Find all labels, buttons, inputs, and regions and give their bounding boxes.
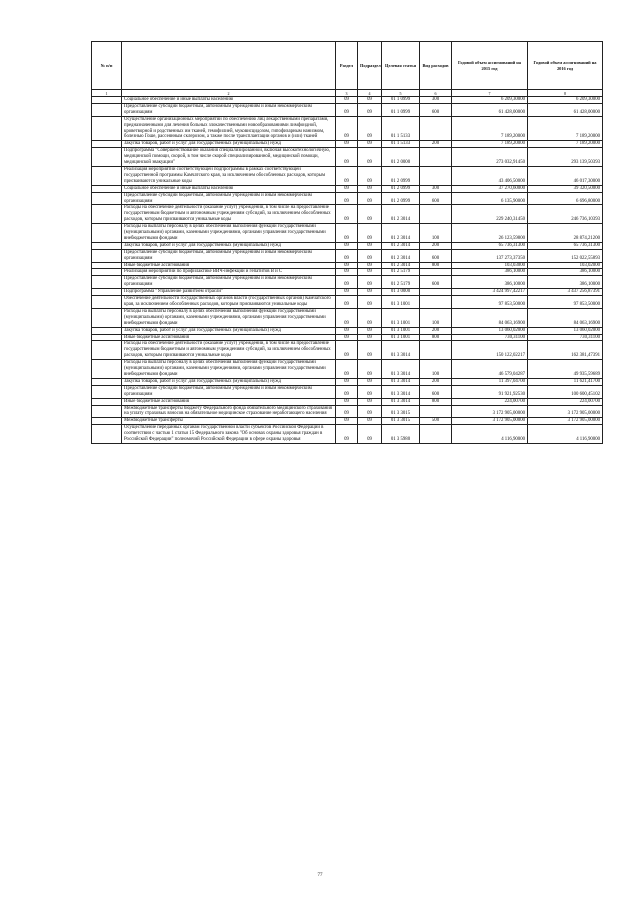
row-name-cell: Межбюджетные трансферты бюджету Федерального фонда обязательного медицинского страхования на уплату страховых взносов на обязательное медицинское страхование неработающего населения — [122, 405, 336, 418]
header-vid: Вид расходов — [420, 42, 452, 90]
row-2016-cell: 224,00700 — [528, 398, 603, 405]
table-row — [92, 398, 603, 405]
table-row — [92, 405, 603, 418]
table-row — [92, 269, 603, 276]
row-num-cell — [92, 249, 122, 262]
budget-table-sheet — [91, 41, 602, 444]
row-podrazdel-cell: 09 — [358, 116, 382, 141]
row-vid-cell: 300 — [420, 97, 452, 104]
row-2016-cell: 293 139,50393 — [528, 148, 603, 167]
row-num-cell — [92, 327, 122, 334]
row-razdel-cell: 09 — [336, 418, 358, 425]
header-razdel: Раздел — [336, 42, 358, 90]
row-name-cell: Иные бюджетные ассигнования — [122, 398, 336, 405]
row-razdel-cell: 09 — [336, 425, 358, 444]
row-name-cell: Предоставление субсидий бюджетным, автономным учреждениям и иным некоммерческим организациям — [122, 249, 336, 262]
row-target-cell: 01 2 0999 — [382, 192, 420, 205]
row-podrazdel-cell: 09 — [358, 242, 382, 249]
table-row — [92, 192, 603, 205]
row-target-cell: 01 2 3014 — [382, 262, 420, 269]
row-vid-cell: 600 — [420, 276, 452, 289]
row-razdel-cell: 09 — [336, 249, 358, 262]
row-target-cell: 01 2 0999 — [382, 166, 420, 185]
row-vid-cell: 100 — [420, 308, 452, 327]
row-name-cell: Социальное обеспечение и иные выплаты населению — [122, 97, 336, 104]
column-number: 8 — [528, 90, 603, 97]
row-podrazdel-cell: 09 — [358, 405, 382, 418]
row-podrazdel-cell: 09 — [358, 308, 382, 327]
row-vid-cell — [420, 166, 452, 185]
row-num-cell — [92, 360, 122, 379]
row-vid-cell: 600 — [420, 103, 452, 116]
row-razdel-cell: 09 — [336, 103, 358, 116]
row-vid-cell — [420, 116, 452, 141]
row-podrazdel-cell: 09 — [358, 103, 382, 116]
row-vid-cell — [420, 405, 452, 418]
row-target-cell: 01 3 5980 — [382, 425, 420, 444]
header-row — [92, 42, 603, 90]
row-podrazdel-cell: 09 — [358, 398, 382, 405]
row-2015-cell: 97 853,50000 — [452, 296, 528, 309]
row-num-cell — [92, 141, 122, 148]
row-razdel-cell: 09 — [336, 334, 358, 341]
row-num-cell — [92, 334, 122, 341]
row-target-cell: 01 3 3014 — [382, 398, 420, 405]
row-2015-cell: 3 172 905,00000 — [452, 418, 528, 425]
row-name-cell: Предоставление субсидий бюджетным, автономным учреждениям и иным некоммерческим организациям — [122, 276, 336, 289]
row-name-cell: Осуществление переданных органам государственной власти субъектов Российской Федерации в соответствии с частью 1 статьи 15 Федерального закона "Об основах охраны здоровья граждан в Российской Федерации" полномочий Российской Федерации в сфере охраны здоровья — [122, 425, 336, 444]
header-2016: Годовой объем ассигнований на 2016 год — [528, 42, 603, 90]
row-2015-cell: 150 122,02217 — [452, 341, 528, 360]
row-2015-cell: 26 123,59800 — [452, 224, 528, 243]
row-2016-cell: 61 428,00000 — [528, 103, 603, 116]
table-row — [92, 425, 603, 444]
row-name-cell: Закупка товаров, работ и услуг для государственных (муниципальных) нужд — [122, 242, 336, 249]
row-razdel-cell: 09 — [336, 269, 358, 276]
table-row — [92, 308, 603, 327]
row-2016-cell: 386,10000 — [528, 269, 603, 276]
row-name-cell: Закупка товаров, работ и услуг для государственных (муниципальных) нужд — [122, 141, 336, 148]
row-target-cell: 01 1 0999 — [382, 97, 420, 104]
table-row — [92, 141, 603, 148]
row-target-cell: 01 1 5133 — [382, 116, 420, 141]
row-razdel-cell: 09 — [336, 242, 358, 249]
row-name-cell: Расходы на выплаты персоналу в целях обеспечения выполнения функций государственными (муниципальными) органами, казенными учреждениями, органами управления государственными внебюджетными фондами — [122, 360, 336, 379]
row-2015-cell: 7 189,20000 — [452, 116, 528, 141]
row-name-cell: Социальное обеспечение и иные выплаты населению — [122, 185, 336, 192]
row-2016-cell: 3 172 905,00000 — [528, 418, 603, 425]
row-vid-cell — [420, 341, 452, 360]
row-2016-cell: 13 060,02000 — [528, 327, 603, 334]
row-2016-cell: 100 600,45102 — [528, 385, 603, 398]
table-row — [92, 116, 603, 141]
row-podrazdel-cell: 09 — [358, 334, 382, 341]
row-podrazdel-cell: 09 — [358, 205, 382, 224]
row-name-cell: Предоставление субсидий бюджетным, автономным учреждениям и иным некоммерческим организациям — [122, 103, 336, 116]
row-2016-cell: 65 736,31300 — [528, 242, 603, 249]
row-vid-cell — [420, 148, 452, 167]
row-target-cell: 01 3 3015 — [382, 418, 420, 425]
row-podrazdel-cell: 09 — [358, 166, 382, 185]
row-razdel-cell: 09 — [336, 360, 358, 379]
row-2015-cell: 3 424 997,42217 — [452, 289, 528, 296]
row-name-cell: Расходы на обеспечение деятельности (оказание услуг) учреждений, в том числе на предоставление государственным бюджетным и автономным учреждениям субсидий, за исключением обособленных расходов, которым присваиваются уникальные коды — [122, 205, 336, 224]
row-vid-cell: 500 — [420, 418, 452, 425]
row-razdel-cell: 09 — [336, 405, 358, 418]
row-2015-cell: 65 736,31300 — [452, 242, 528, 249]
row-name-cell: Подпрограмма "Управление развитием отрасли" — [122, 289, 336, 296]
row-vid-cell: 200 — [420, 327, 452, 334]
row-razdel-cell: 09 — [336, 289, 358, 296]
row-2015-cell: 386,10000 — [452, 269, 528, 276]
row-target-cell: 01 3 1001 — [382, 327, 420, 334]
table-row — [92, 418, 603, 425]
row-target-cell: 01 3 1001 — [382, 334, 420, 341]
row-num-cell — [92, 276, 122, 289]
row-2016-cell: 49 935,59689 — [528, 360, 603, 379]
table-row — [92, 224, 603, 243]
row-razdel-cell: 09 — [336, 166, 358, 185]
row-2016-cell: 7 189,20000 — [528, 116, 603, 141]
row-razdel-cell: 09 — [336, 341, 358, 360]
table-row — [92, 242, 603, 249]
column-number: 1 — [92, 90, 122, 97]
row-target-cell: 01 2 3014 — [382, 242, 420, 249]
row-num-cell — [92, 224, 122, 243]
row-podrazdel-cell: 09 — [358, 289, 382, 296]
row-razdel-cell: 09 — [336, 205, 358, 224]
table-row — [92, 185, 603, 192]
row-name-cell: Иные бюджетные ассигнования — [122, 262, 336, 269]
row-num-cell — [92, 398, 122, 405]
row-vid-cell: 600 — [420, 192, 452, 205]
row-num-cell — [92, 425, 122, 444]
row-target-cell: 01 3 3014 — [382, 378, 420, 385]
row-name-cell: Закупка товаров, работ и услуг для государственных (муниципальных) нужд — [122, 378, 336, 385]
header-num: № п/п — [92, 42, 122, 90]
row-2015-cell: 61 428,00000 — [452, 103, 528, 116]
row-2015-cell: 43 406,50000 — [452, 166, 528, 185]
row-target-cell: 01 3 3014 — [382, 385, 420, 398]
row-name-cell: Закупка товаров, работ и услуг для государственных (муниципальных) нужд — [122, 327, 336, 334]
row-podrazdel-cell: 09 — [358, 296, 382, 309]
row-target-cell: 01 2 0000 — [382, 148, 420, 167]
row-razdel-cell: 09 — [336, 262, 358, 269]
row-razdel-cell: 09 — [336, 308, 358, 327]
row-2016-cell: 162 381,47391 — [528, 341, 603, 360]
row-num-cell — [92, 418, 122, 425]
table-row — [92, 205, 603, 224]
row-podrazdel-cell: 09 — [358, 360, 382, 379]
row-podrazdel-cell: 09 — [358, 262, 382, 269]
row-vid-cell — [420, 269, 452, 276]
row-name-cell: Предоставление субсидий бюджетным, автономным учреждениям и иным некоммерческим организациям — [122, 192, 336, 205]
table-row — [92, 148, 603, 167]
header-name — [122, 42, 336, 90]
row-target-cell: 01 2 3014 — [382, 249, 420, 262]
row-2015-cell: 103,03000 — [452, 262, 528, 269]
row-num-cell — [92, 192, 122, 205]
row-target-cell: 01 2 3014 — [382, 205, 420, 224]
row-2015-cell: 273 032,91450 — [452, 148, 528, 167]
row-podrazdel-cell: 09 — [358, 224, 382, 243]
row-razdel-cell: 09 — [336, 398, 358, 405]
row-name-cell: Расходы на выплаты персоналу в целях обеспечения выполнения функций государственными (муниципальными) органами, казенными учреждениями, органами управления государственными внебюджетными фондами — [122, 308, 336, 327]
row-podrazdel-cell: 09 — [358, 341, 382, 360]
row-vid-cell: 200 — [420, 378, 452, 385]
column-number: 3 — [336, 90, 358, 97]
row-2015-cell: 730,31100 — [452, 334, 528, 341]
column-number-row — [92, 90, 603, 97]
row-num-cell — [92, 103, 122, 116]
row-num-cell — [92, 269, 122, 276]
row-vid-cell: 600 — [420, 249, 452, 262]
row-num-cell — [92, 385, 122, 398]
row-2015-cell: 224,00700 — [452, 398, 528, 405]
row-target-cell: 01 2 5179 — [382, 276, 420, 289]
table-row — [92, 276, 603, 289]
row-2015-cell: 6 209,30000 — [452, 97, 528, 104]
row-vid-cell: 600 — [420, 385, 452, 398]
row-2015-cell: 137 273,37350 — [452, 249, 528, 262]
row-2016-cell: 4 116,90000 — [528, 425, 603, 444]
row-podrazdel-cell: 09 — [358, 192, 382, 205]
row-vid-cell: 100 — [420, 224, 452, 243]
row-podrazdel-cell: 09 — [358, 276, 382, 289]
row-2016-cell: 103,02000 — [528, 262, 603, 269]
row-num-cell — [92, 185, 122, 192]
row-target-cell: 01 3 3014 — [382, 341, 420, 360]
row-razdel-cell: 09 — [336, 148, 358, 167]
row-2015-cell: 46 579,04287 — [452, 360, 528, 379]
row-razdel-cell: 09 — [336, 192, 358, 205]
budget-table — [91, 41, 603, 444]
row-num-cell — [92, 308, 122, 327]
row-podrazdel-cell: 09 — [358, 378, 382, 385]
column-number: 6 — [420, 90, 452, 97]
row-target-cell: 01 3 3015 — [382, 405, 420, 418]
row-num-cell — [92, 97, 122, 104]
row-vid-cell: 800 — [420, 334, 452, 341]
table-row — [92, 378, 603, 385]
row-target-cell: 01 3 1001 — [382, 308, 420, 327]
table-row — [92, 385, 603, 398]
row-2016-cell: 97 853,50000 — [528, 296, 603, 309]
row-razdel-cell: 09 — [336, 327, 358, 334]
column-number: 2 — [122, 90, 336, 97]
row-2016-cell: 7 189,20000 — [528, 141, 603, 148]
row-podrazdel-cell: 09 — [358, 385, 382, 398]
row-podrazdel-cell: 09 — [358, 418, 382, 425]
row-name-cell: Предоставление субсидий бюджетным, автономным учреждениям и иным некоммерческим организациям — [122, 385, 336, 398]
row-num-cell — [92, 242, 122, 249]
row-2016-cell: 3 172 905,00000 — [528, 405, 603, 418]
row-2016-cell: 39 320,50000 — [528, 185, 603, 192]
row-2016-cell: 6 209,30000 — [528, 97, 603, 104]
column-number: 4 — [358, 90, 382, 97]
row-target-cell: 01 3 0000 — [382, 289, 420, 296]
table-row — [92, 166, 603, 185]
row-name-cell: Осуществление организационных мероприятий по обеспечению лиц лекарственными препаратами, предназначенными для лечения больных злокачественными новообразованиями лимфоидной, кроветворной и родственных им тканей, гемофилией, муковисцидозом, гипофизарным нанизмом, болезнью Гоше, рассеянным склерозом, а также после трансплантации органов и (или) тканей — [122, 116, 336, 141]
row-vid-cell — [420, 289, 452, 296]
row-2016-cell: 152 022,55893 — [528, 249, 603, 262]
row-podrazdel-cell: 09 — [358, 185, 382, 192]
column-number: 7 — [452, 90, 528, 97]
row-num-cell — [92, 262, 122, 269]
row-vid-cell — [420, 425, 452, 444]
table-row — [92, 103, 603, 116]
header-podrazdel: Подраздел — [358, 42, 382, 90]
row-2015-cell: 6 135,90000 — [452, 192, 528, 205]
row-num-cell — [92, 341, 122, 360]
row-name-cell: Реализация мероприятий соответствующей подпрограммы в рамках соответствующей государственной программы Камчатского края, за исключением обособленных расходов, которым присваиваются уникальные коды — [122, 166, 336, 185]
table-row — [92, 360, 603, 379]
row-name-cell: Расходы на обеспечение деятельности (оказание услуг) учреждений, в том числе на предоставление государственным бюджетным и автономным учреждениям субсидий, за исключением обособленных расходов, которым присваиваются уникальные коды — [122, 341, 336, 360]
row-razdel-cell: 09 — [336, 276, 358, 289]
row-name-cell: Межбюджетные трансферты — [122, 418, 336, 425]
row-2016-cell: 84 063,16900 — [528, 308, 603, 327]
row-vid-cell: 200 — [420, 141, 452, 148]
row-name-cell: Реализация мероприятий по профилактике ВИЧ-инфекции и гепатитов В и С — [122, 269, 336, 276]
header-2015: Годовой объем ассигнований на 2015 год — [452, 42, 528, 90]
table-row — [92, 249, 603, 262]
row-num-cell — [92, 148, 122, 167]
row-razdel-cell: 09 — [336, 185, 358, 192]
row-2015-cell: 7 189,20000 — [452, 141, 528, 148]
row-target-cell: 01 3 3014 — [382, 360, 420, 379]
row-2015-cell: 37 270,60000 — [452, 185, 528, 192]
row-podrazdel-cell: 09 — [358, 141, 382, 148]
row-podrazdel-cell: 09 — [358, 327, 382, 334]
row-num-cell — [92, 378, 122, 385]
table-row — [92, 97, 603, 104]
table-row — [92, 341, 603, 360]
row-vid-cell: 200 — [420, 242, 452, 249]
table-row — [92, 289, 603, 296]
row-target-cell: 01 2 5179 — [382, 269, 420, 276]
row-razdel-cell: 09 — [336, 116, 358, 141]
row-num-cell — [92, 289, 122, 296]
row-vid-cell: 800 — [420, 262, 452, 269]
row-name-cell: Расходы на выплаты персоналу в целях обеспечения выполнения функций государственными (муниципальными) органами, казенными учреждениями, органами управления государственными внебюджетными фондами — [122, 224, 336, 243]
row-2016-cell: 6 696,80000 — [528, 192, 603, 205]
row-2016-cell: 246 736,10393 — [528, 205, 603, 224]
row-razdel-cell: 09 — [336, 296, 358, 309]
row-razdel-cell: 09 — [336, 385, 358, 398]
row-2016-cell: 730,31100 — [528, 334, 603, 341]
row-num-cell — [92, 166, 122, 185]
row-2015-cell: 4 116,90000 — [452, 425, 528, 444]
row-num-cell — [92, 116, 122, 141]
row-2015-cell: 229 240,31450 — [452, 205, 528, 224]
row-num-cell — [92, 205, 122, 224]
row-2016-cell: 46 017,30000 — [528, 166, 603, 185]
row-podrazdel-cell: 09 — [358, 269, 382, 276]
row-2015-cell: 84 063,16900 — [452, 308, 528, 327]
row-num-cell — [92, 405, 122, 418]
row-vid-cell — [420, 296, 452, 309]
row-2016-cell: 28 874,21200 — [528, 224, 603, 243]
row-target-cell: 01 2 0999 — [382, 185, 420, 192]
row-razdel-cell: 09 — [336, 141, 358, 148]
row-vid-cell: 100 — [420, 360, 452, 379]
row-razdel-cell: 09 — [336, 224, 358, 243]
row-podrazdel-cell: 09 — [358, 425, 382, 444]
row-podrazdel-cell: 09 — [358, 249, 382, 262]
page-number: 77 — [317, 873, 323, 878]
row-target-cell: 01 3 1001 — [382, 296, 420, 309]
row-razdel-cell: 09 — [336, 378, 358, 385]
row-2015-cell: 91 921,92530 — [452, 385, 528, 398]
table-row — [92, 334, 603, 341]
row-2015-cell: 13 060,02000 — [452, 327, 528, 334]
row-target-cell: 01 2 3014 — [382, 224, 420, 243]
row-vid-cell — [420, 205, 452, 224]
row-target-cell: 01 1 0999 — [382, 103, 420, 116]
row-2016-cell: 3 437 256,87391 — [528, 289, 603, 296]
row-vid-cell: 800 — [420, 398, 452, 405]
row-2015-cell: 11 397,04700 — [452, 378, 528, 385]
table-row — [92, 327, 603, 334]
row-razdel-cell: 09 — [336, 97, 358, 104]
header-target: Целевая статья — [382, 42, 420, 90]
row-target-cell: 01 1 5133 — [382, 141, 420, 148]
row-2016-cell: 11 621,41700 — [528, 378, 603, 385]
row-num-cell — [92, 296, 122, 309]
row-podrazdel-cell: 09 — [358, 148, 382, 167]
row-2015-cell: 3 172 905,00000 — [452, 405, 528, 418]
row-podrazdel-cell: 09 — [358, 97, 382, 104]
table-row — [92, 262, 603, 269]
row-name-cell: Обеспечение деятельности государственных органов власти (государственных органов) Камчатского края, за исключением обособленных расходов, которым присваиваются уникальные коды — [122, 296, 336, 309]
row-name-cell: Иные бюджетные ассигнования — [122, 334, 336, 341]
table-row — [92, 296, 603, 309]
row-2015-cell: 386,10000 — [452, 276, 528, 289]
row-2016-cell: 386,10000 — [528, 276, 603, 289]
column-number: 5 — [382, 90, 420, 97]
row-name-cell: Подпрограмма "Совершенствование оказания специализированной, включая высокотехнологичную, медицинской помощи, скорой, в том числе скорой специализированной, медицинской помощи, медицинской эвакуации" — [122, 148, 336, 167]
row-vid-cell: 300 — [420, 185, 452, 192]
